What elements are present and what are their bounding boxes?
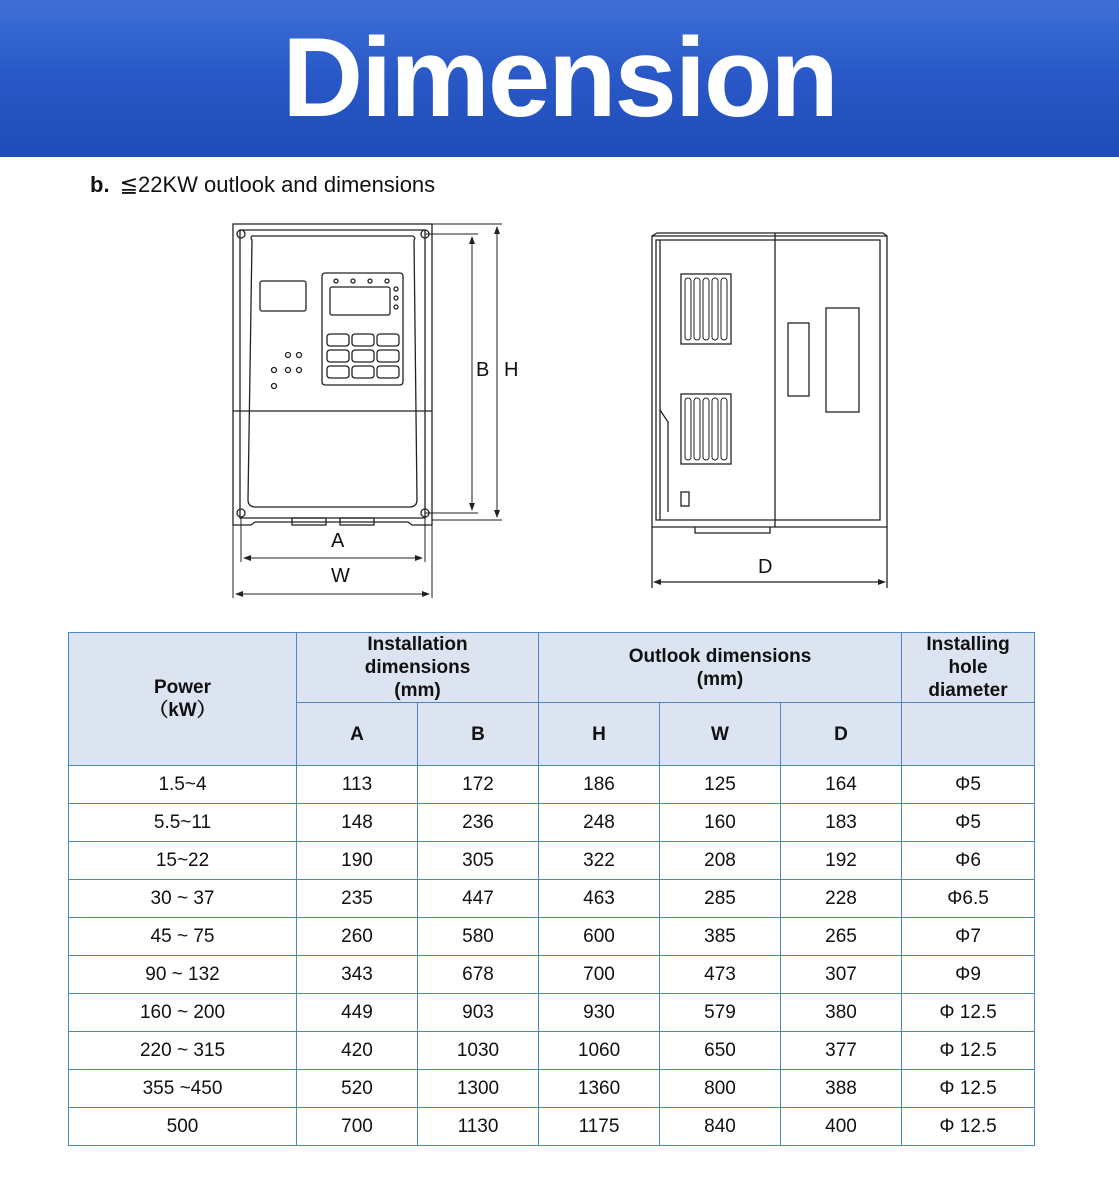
cell-hole-diameter: Φ7 (902, 918, 1035, 956)
cell-B: 172 (418, 766, 539, 804)
subheader-B: B (418, 703, 539, 766)
cell-hole-diameter: Φ5 (902, 804, 1035, 842)
cell-D: 380 (781, 994, 902, 1032)
cell-H: 463 (539, 880, 660, 918)
cell-D: 228 (781, 880, 902, 918)
cell-D: 400 (781, 1108, 902, 1146)
cell-D: 192 (781, 842, 902, 880)
cell-H: 600 (539, 918, 660, 956)
cell-D: 183 (781, 804, 902, 842)
table-row (69, 1032, 1035, 1070)
drawing-svg (0, 200, 1119, 610)
cell-H: 1175 (539, 1108, 660, 1146)
label-A: A (331, 530, 345, 552)
cell-B: 1130 (418, 1108, 539, 1146)
cell-A: 449 (297, 994, 418, 1032)
cell-power: 90 ~ 132 (69, 956, 297, 994)
subheader-hole-empty (902, 703, 1035, 766)
cell-A: 148 (297, 804, 418, 842)
cell-H: 186 (539, 766, 660, 804)
cell-W: 473 (660, 956, 781, 994)
cell-power: 1.5~4 (69, 766, 297, 804)
subheader-D: D (781, 703, 902, 766)
cell-D: 164 (781, 766, 902, 804)
table-row (69, 842, 1035, 880)
dimension-table-wrap (68, 632, 1034, 1146)
label-D: D (758, 556, 773, 578)
table-row (69, 804, 1035, 842)
cell-D: 388 (781, 1070, 902, 1108)
cell-W: 579 (660, 994, 781, 1032)
cell-hole-diameter: Φ6.5 (902, 880, 1035, 918)
cell-power: 30 ~ 37 (69, 880, 297, 918)
header-banner (0, 0, 1119, 157)
cell-hole-diameter: Φ 12.5 (902, 1108, 1035, 1146)
cell-A: 113 (297, 766, 418, 804)
subheader-A: A (297, 703, 418, 766)
cell-power: 5.5~11 (69, 804, 297, 842)
label-B: B (476, 359, 490, 381)
cell-W: 208 (660, 842, 781, 880)
cell-W: 840 (660, 1108, 781, 1146)
page-title: Dimension (282, 15, 837, 140)
label-H: H (504, 359, 519, 381)
cell-B: 903 (418, 994, 539, 1032)
cell-hole-diameter: Φ 12.5 (902, 1070, 1035, 1108)
cell-A: 520 (297, 1070, 418, 1108)
table-row (69, 918, 1035, 956)
cell-H: 700 (539, 956, 660, 994)
cell-B: 447 (418, 880, 539, 918)
cell-A: 343 (297, 956, 418, 994)
cell-A: 420 (297, 1032, 418, 1070)
cell-A: 235 (297, 880, 418, 918)
cell-W: 800 (660, 1070, 781, 1108)
cell-power: 355 ~450 (69, 1070, 297, 1108)
cell-B: 1030 (418, 1032, 539, 1070)
cell-W: 385 (660, 918, 781, 956)
cell-A: 190 (297, 842, 418, 880)
cell-W: 125 (660, 766, 781, 804)
label-W: W (331, 565, 350, 587)
cell-H: 248 (539, 804, 660, 842)
cell-power: 220 ~ 315 (69, 1032, 297, 1070)
cell-H: 1060 (539, 1032, 660, 1070)
table-body (69, 766, 1035, 1146)
cell-A: 260 (297, 918, 418, 956)
cell-hole-diameter: Φ5 (902, 766, 1035, 804)
section-heading (90, 172, 435, 198)
header-installation-dimensions: Installation dimensions (mm) (297, 633, 539, 703)
cell-B: 678 (418, 956, 539, 994)
table-row (69, 880, 1035, 918)
cell-hole-diameter: Φ 12.5 (902, 1032, 1035, 1070)
cell-B: 580 (418, 918, 539, 956)
table-row (69, 1108, 1035, 1146)
cell-B: 236 (418, 804, 539, 842)
dimension-drawing (0, 200, 1119, 610)
header-outlook-dimensions: Outlook dimensions (mm) (539, 633, 902, 703)
header-power (69, 633, 297, 766)
front-view (233, 224, 432, 525)
cell-A: 700 (297, 1108, 418, 1146)
cell-W: 285 (660, 880, 781, 918)
cell-W: 650 (660, 1032, 781, 1070)
subheader-W: W (660, 703, 781, 766)
section-prefix: b. (90, 172, 110, 197)
header-power-label: Power （kW） (149, 677, 216, 721)
cell-B: 305 (418, 842, 539, 880)
table-row (69, 1070, 1035, 1108)
header-installing-hole-diameter: Installing hole diameter (902, 633, 1035, 703)
table-row (69, 766, 1035, 804)
cell-D: 265 (781, 918, 902, 956)
cell-power: 160 ~ 200 (69, 994, 297, 1032)
cell-D: 377 (781, 1032, 902, 1070)
cell-H: 322 (539, 842, 660, 880)
cell-D: 307 (781, 956, 902, 994)
subheader-H: H (539, 703, 660, 766)
cell-B: 1300 (418, 1070, 539, 1108)
dimension-table (68, 632, 1035, 1146)
table-row (69, 956, 1035, 994)
section-text: ≦22KW outlook and dimensions (119, 172, 436, 197)
cell-power: 15~22 (69, 842, 297, 880)
cell-power: 45 ~ 75 (69, 918, 297, 956)
cell-hole-diameter: Φ9 (902, 956, 1035, 994)
table-row (69, 994, 1035, 1032)
cell-H: 1360 (539, 1070, 660, 1108)
cell-W: 160 (660, 804, 781, 842)
cell-hole-diameter: Φ6 (902, 842, 1035, 880)
cell-power: 500 (69, 1108, 297, 1146)
cell-H: 930 (539, 994, 660, 1032)
side-view (652, 233, 887, 588)
cell-hole-diameter: Φ 12.5 (902, 994, 1035, 1032)
